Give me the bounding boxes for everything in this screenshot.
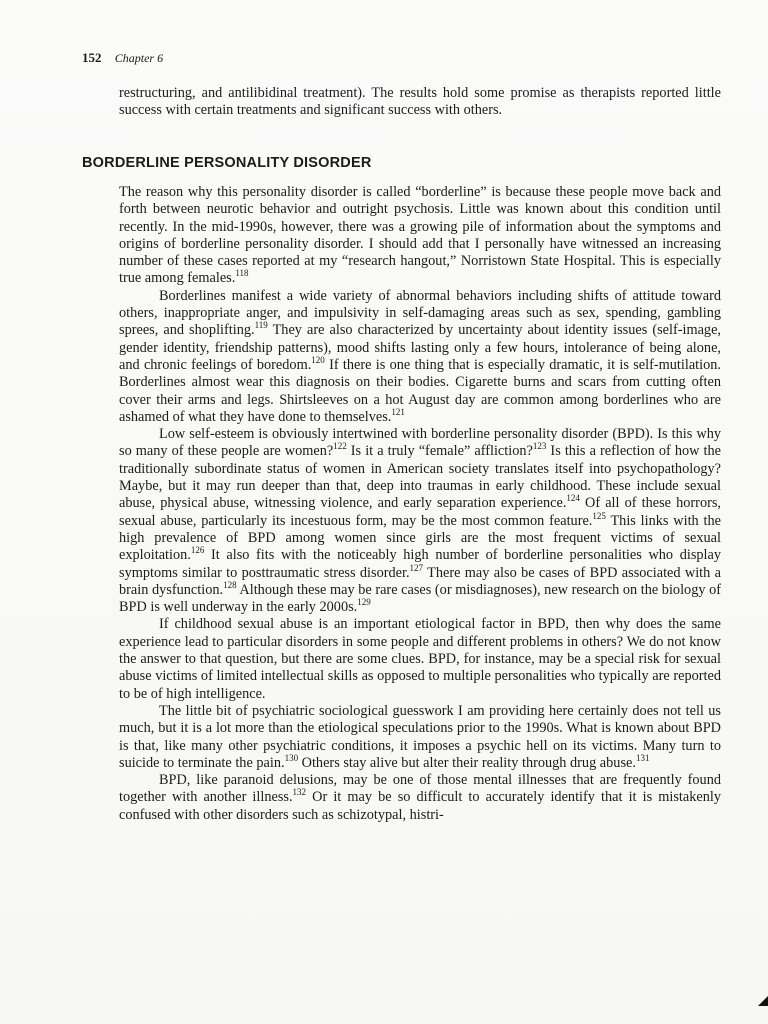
footnote-ref-125: 125 <box>592 510 606 521</box>
footnote-ref-118: 118 <box>235 268 249 279</box>
footnote-ref-128: 128 <box>223 580 237 591</box>
running-head <box>82 50 163 66</box>
paragraph-3-text-f: It also fits with the noticeably high number of borderline personalities who display symptoms similar to posttraumatic stress disorder. <box>119 547 721 581</box>
footnote-ref-124: 124 <box>566 493 580 504</box>
footnote-ref-120: 120 <box>311 355 325 366</box>
paragraph-5 <box>119 703 721 772</box>
paragraph-4 <box>119 616 721 702</box>
paragraph-3-text-h: Although these may be rare cases (or misdiagnoses), new research on the biology of BPD is well underway in the early 2000s. <box>119 581 722 616</box>
chapter-label: Chapter 6 <box>114 51 164 65</box>
page-number: 152 <box>82 50 102 65</box>
footnote-ref-123: 123 <box>532 441 547 452</box>
paragraph-3-text-e: This links with the high prevalence of BPD among women since girls are the most frequent victims of sexual exploitation. <box>119 512 721 564</box>
footnote-ref-126: 126 <box>190 545 205 556</box>
paragraph-6 <box>119 772 721 824</box>
footnote-ref-129: 129 <box>357 597 371 608</box>
carryover-paragraph-block <box>119 85 721 120</box>
carryover-paragraph: restructuring, and antilibidinal treatment). The results hold some promise as therapists reported little success with certain treatments and significant success with others. <box>119 85 721 119</box>
footnote-ref-121: 121 <box>391 407 405 418</box>
paragraph-3-text-b: Is it a truly “female” affliction? <box>346 443 533 460</box>
paragraph-2-text-a: Borderlines manifest a wide variety of abnormal behaviors including shifts of attitude toward others, inappropriate anger, and impulsivity in self-damaging areas such as sex, spending, gambling sprees, and shoplifting. <box>119 287 721 339</box>
footnote-ref-130: 130 <box>284 753 299 764</box>
paragraph-5-text-a: The little bit of psychiatric sociological guesswork I am providing here certainly does not tell us much, but it is a lot more than the etiological speculations prior to the 1990s. What is known about BPD is that, like many other psychiatric conditions, it imposes a psychic hell on its victims. Many turn to suicide to terminate the pain. <box>119 702 721 771</box>
paragraph-2 <box>119 288 721 426</box>
section-body <box>119 184 721 824</box>
paragraph-3-text-d: Of all of these horrors, sexual abuse, particularly its incestuous form, may be the most common feature. <box>119 495 721 529</box>
paragraph-2-text-b: They are also characterized by uncertainty about identity issues (self-image, gender identity, friendship patterns), mood shifts lasting only a few hours, intolerance of being alone, and chronic feelings of boredom. <box>119 322 721 373</box>
paragraph-1-text: The reason why this personality disorder is called “borderline” is because these people move back and forth between neurotic behavior and outright psychosis. Little was known about this condition until recently. In the mid-1990s, however, there was a growing pile of information about the symptoms and origins of borderline personality disorder. I should add that I personally have witnessed an increasing number of these cases reported at my “research hangout,” Norristown State Hospital. This is especially true among females. <box>119 184 721 287</box>
paragraph-2-text-c: If there is one thing that is especially dramatic, it is self-mutilation. Borderlines almost wear this diagnosis on their bodies. Cigarette burns and scars from cutting often cover their arms and legs. Shirtsleeves on a hot August day are common among borderlines who are ashamed of what they have done to themselves. <box>119 356 721 425</box>
paragraph-3-text-g: There may also be cases of BPD associated with a brain dysfunction. <box>119 564 721 598</box>
footnote-ref-132: 132 <box>292 787 307 798</box>
paragraph-6-text-a: BPD, like paranoid delusions, may be one of those mental illnesses that are frequently found together with another illness. <box>119 772 721 806</box>
paragraph-4-text: If childhood sexual abuse is an important etiological factor in BPD, then why does the same experience lead to particular disorders in some people and different problems in others? We do not know the answer to that question, but there are some clues. BPD, for instance, may be a special risk for sexual abuse victims of limited intellectual skills as opposed to multiple personalities who typically are reported to be of high intelligence. <box>119 616 721 702</box>
footnote-ref-122: 122 <box>333 441 347 452</box>
footnote-ref-131: 131 <box>635 753 650 764</box>
paragraph-3 <box>119 426 721 616</box>
paragraph-5-text-b: Others stay alive but alter their reality through drug abuse. <box>298 754 636 771</box>
page-corner-mark <box>758 996 768 1006</box>
paragraph-3-text-a: Low self-esteem is obviously intertwined with borderline personality disorder (BPD). Is this why so many of these people are women? <box>119 426 721 460</box>
paragraph-6-text-b: Or it may be so difficult to accurately identify that it is mistakenly confused with other disorders such as schizotypal, histri- <box>119 789 721 823</box>
paragraph-3-text-c: Is this a reflection of how the traditionally subordinate status of women in American society translates itself into psychopathology? Maybe, but it may run deeper than that, deep into traumas in early childhood. These include sexual abuse, physical abuse, witnessing violence, and early separation experience. <box>119 443 721 512</box>
footnote-ref-119: 119 <box>254 320 268 331</box>
paragraph-1 <box>119 184 721 288</box>
footnote-ref-127: 127 <box>409 562 424 573</box>
section-heading: BORDERLINE PERSONALITY DISORDER <box>82 155 372 171</box>
